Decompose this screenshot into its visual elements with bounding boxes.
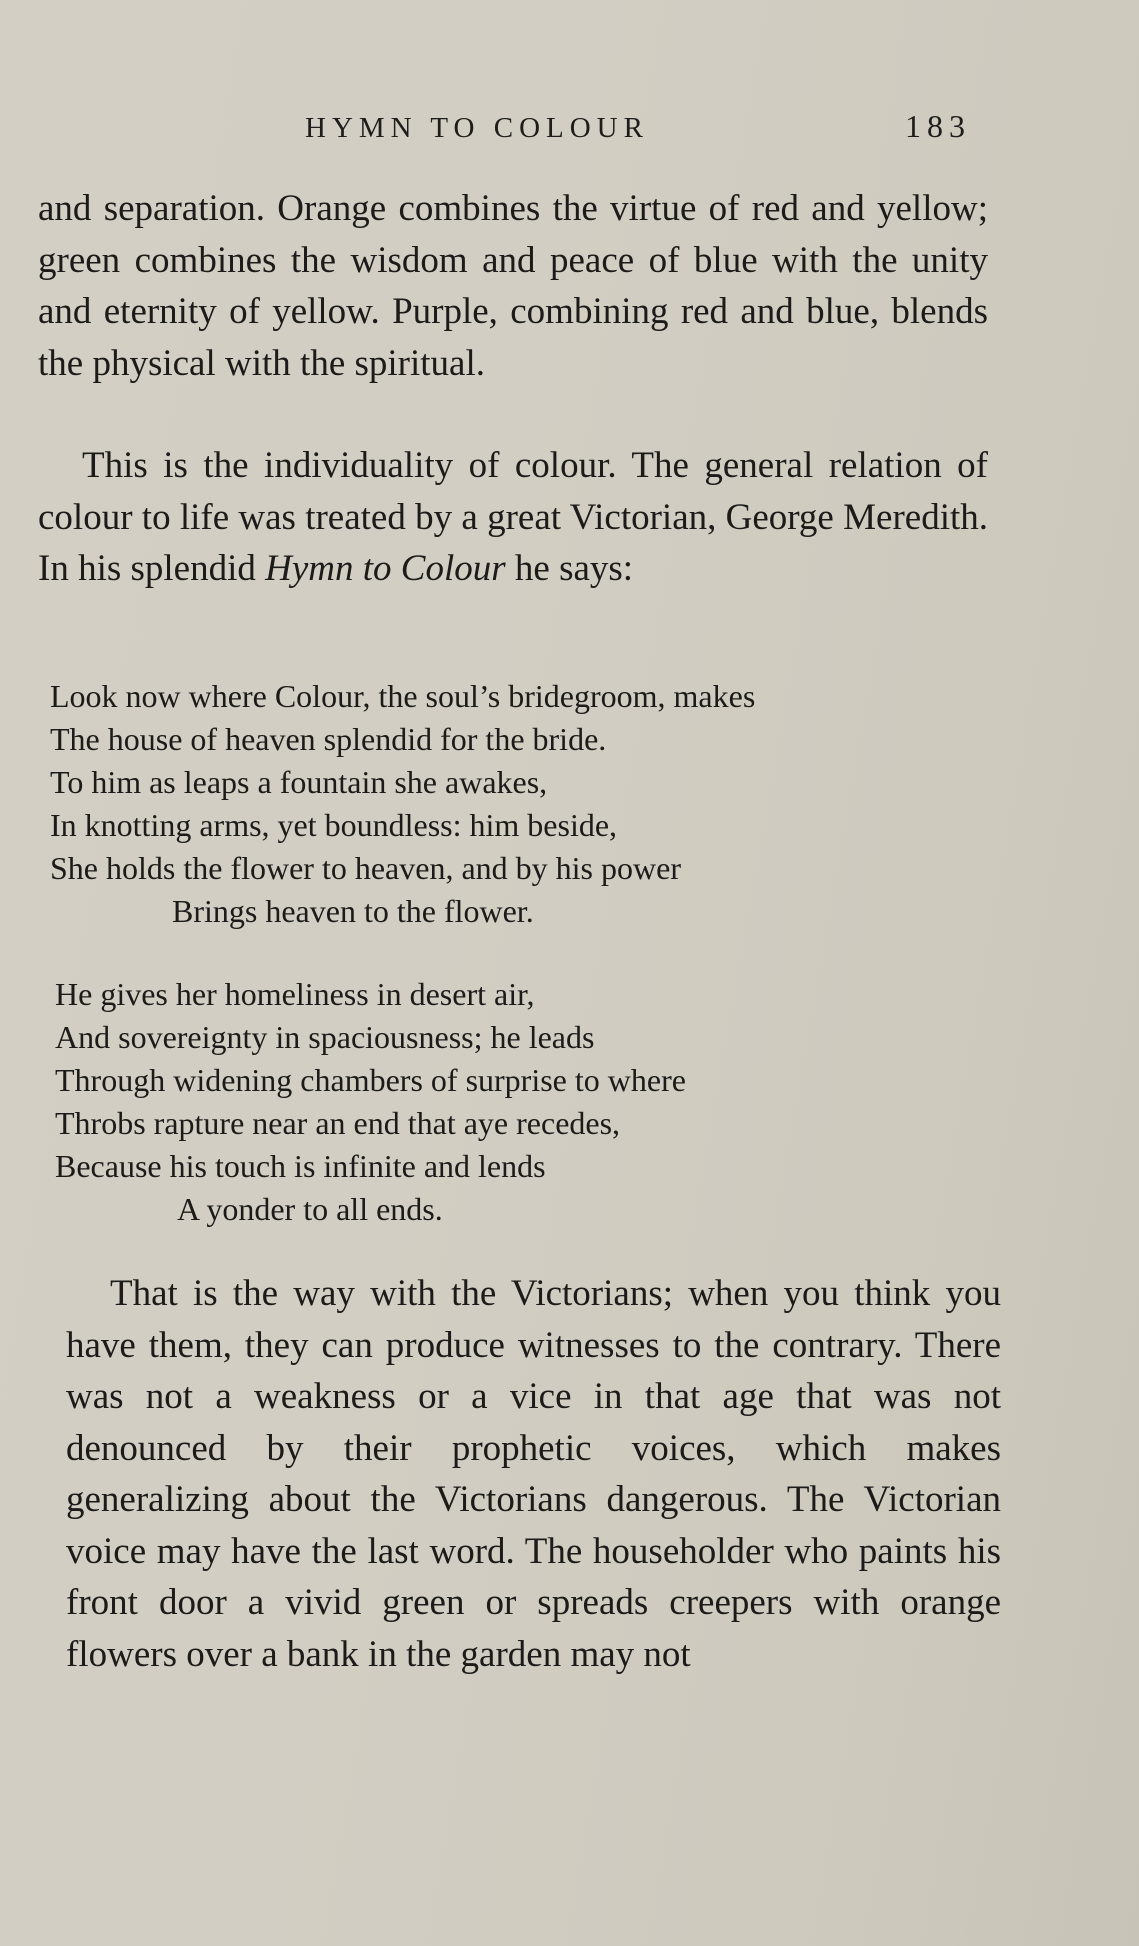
verse-line: She holds the flower to heaven, and by his power <box>50 850 681 886</box>
verse-line: Look now where Colour, the soul’s bridegroom, makes <box>50 678 756 714</box>
verse-line-indented: Brings heaven to the flower. <box>172 893 534 929</box>
verse-line: Because his touch is infinite and lends <box>55 1148 546 1184</box>
verse-line: In knotting arms, yet boundless: him beside, <box>50 807 618 843</box>
verse-line: Throbs rapture near an end that aye recedes, <box>55 1105 621 1141</box>
paragraph-3-text: That is the way with the Victorians; when you think you have them, they can produce witnesses to the contrary. There was not a weakness or a vice in that age that was not denounced by their prophetic voices, which makes generalizing about the Victorians dangerous. The Victorian voice may have the last word. The householder who paints his front door a vivid green or spreads creepers with orange flowers over a bank in the garden may not <box>66 1273 1001 1675</box>
paragraph-1 <box>38 183 988 389</box>
verse-line: He gives her homeliness in desert air, <box>55 976 535 1012</box>
verse-line: Through widening chambers of surprise to where <box>55 1062 686 1098</box>
verse-line: To him as leaps a fountain she awakes, <box>50 764 548 800</box>
paragraph-2-text-before: This is the individuality of colour. The general relation of colour to life was treated by a great Victorian, George Meredith. In his splendid <box>38 445 988 589</box>
verse-line: And sovereignty in spaciousness; he leads <box>55 1019 595 1055</box>
running-head-title: HYMN TO COLOUR <box>305 112 649 144</box>
verse-line-indented: A yonder to all ends. <box>177 1191 443 1227</box>
poem-stanza-1 <box>50 675 755 933</box>
page-number: 183 <box>905 108 971 144</box>
paragraph-1-text: and separation. Orange combines the virtue of red and yellow; green combines the wisdom and peace of blue with the unity and eternity of yellow. Purple, combining red and blue, blends the physical with the spiritual. <box>38 188 988 384</box>
paragraph-2-text <box>38 440 988 595</box>
paragraph-2-text-after: he says: <box>505 548 634 589</box>
poem-stanza-2 <box>55 973 686 1231</box>
paragraph-3 <box>66 1268 1001 1680</box>
verse-line: The house of heaven splendid for the bride. <box>50 721 607 757</box>
poem-title-italic: Hymn to Colour <box>265 548 506 589</box>
paragraph-2 <box>38 440 988 595</box>
